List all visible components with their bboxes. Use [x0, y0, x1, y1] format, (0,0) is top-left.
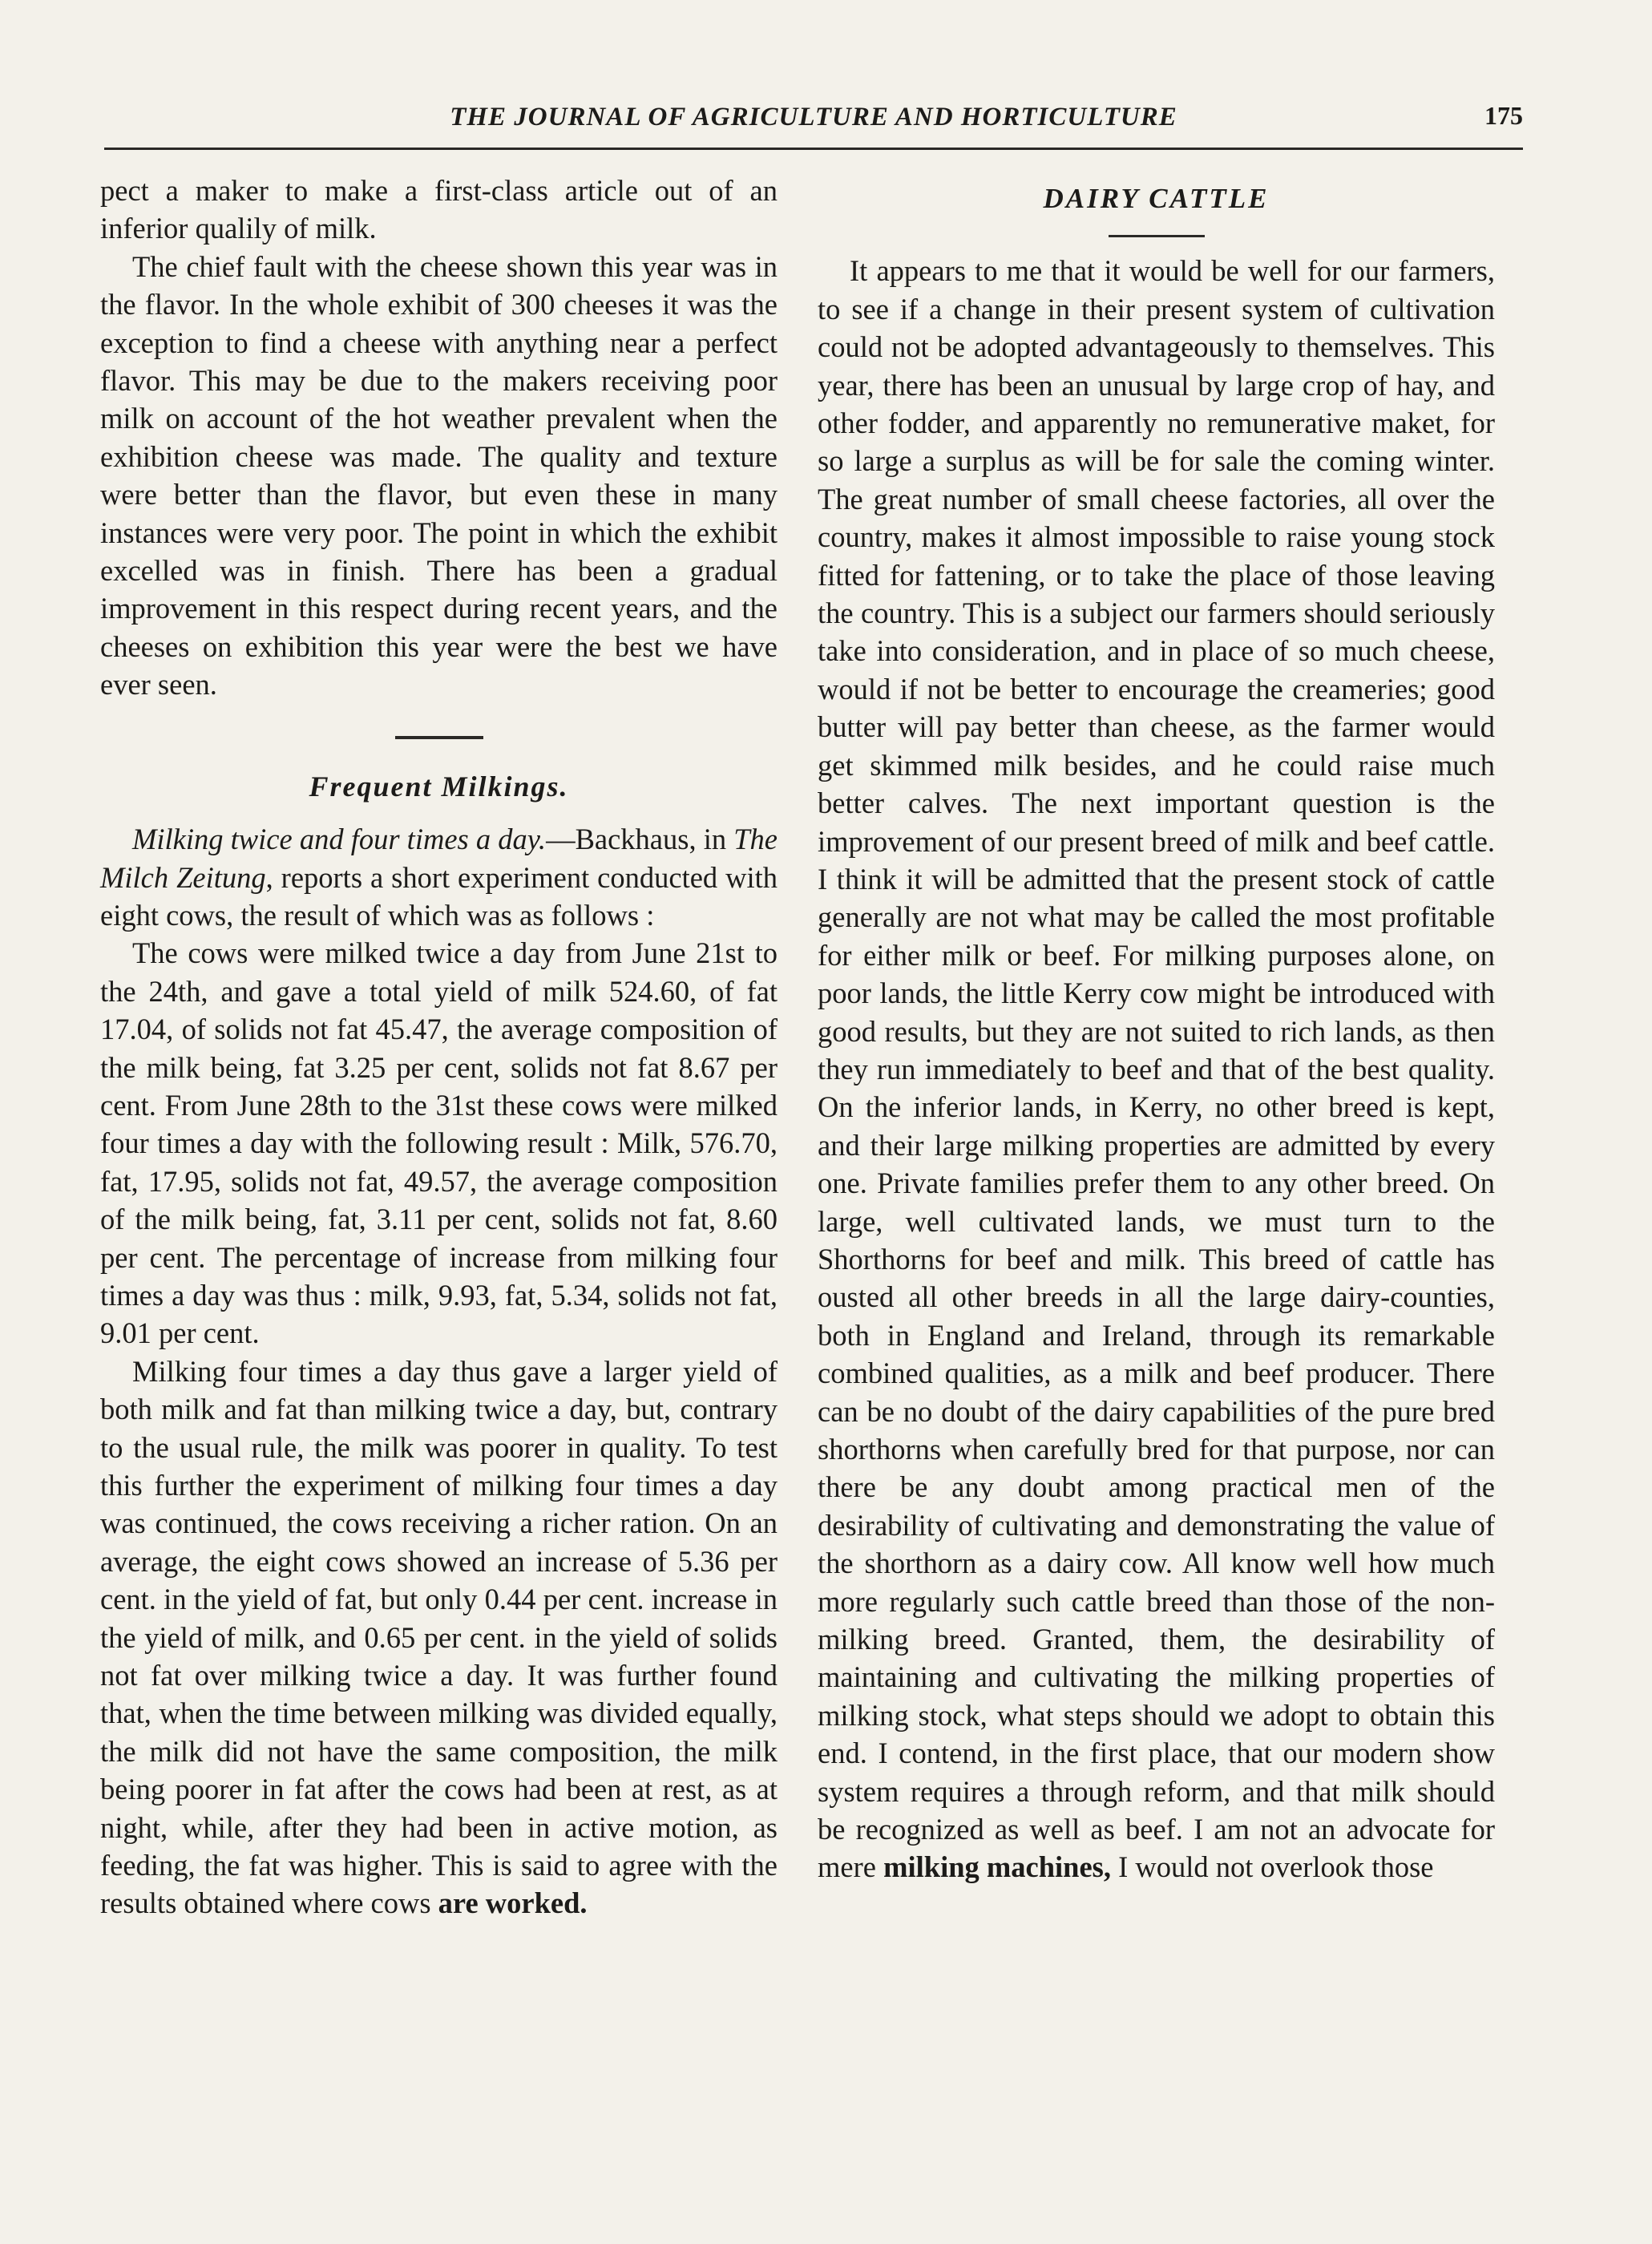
- dairy-cattle-tail: I would not overlook those: [1111, 1850, 1434, 1884]
- milking-conclusion-paragraph: [100, 1352, 778, 1923]
- journal-title: THE JOURNAL OF AGRICULTURE AND HORTICULTURE: [450, 102, 1177, 131]
- section-heading-frequent-milkings: Frequent Milkings.: [309, 770, 569, 803]
- backhaus-paragraph: [100, 820, 778, 934]
- header-rule: [104, 148, 1523, 150]
- page-number: 175: [1484, 101, 1523, 130]
- left-column: [100, 172, 778, 2200]
- milking-conclusion-text: Milking four times a day thus gave a larger yield of both milk and fat than milking twice a day, but, contrary to the usual rule, the milk was poorer in quality. To test this further the experiment of milking four times a day was continued, the cows receiving a richer ration. On an average, the eight cows showed an increase of 5.36 per cent. in the yield of fat, but only 0.44 per cent. increase in the yield of milk, and 0.65 per cent. in the yield of solids not fat over milking twice a day. It was further found that, when the time between milking was divided equally, the milk did not have the same composition, the milk being poorer in fat after the cows had been at rest, as at night, while, after they had been in active motion, as feeding, the fat was higher. This is said to agree with the results obtained where cows: [100, 1354, 778, 1920]
- section-heading-dairy-cattle: DAIRY CATTLE: [1043, 183, 1270, 214]
- dairy-cattle-paragraph: [818, 252, 1495, 1886]
- continued-paragraph: pect a maker to make a first-class article out of an inferior qualily of milk.: [100, 174, 778, 245]
- cheese-flavor-paragraph: The chief fault with the cheese shown this year was in the flavor. In the whole exhibit of 300 cheeses it was the exception to find a cheese with anything near a perfect flavor. This may be due to the makers receiving poor milk on account of the hot weather prevalent when the exhibition cheese was made. The quality and texture were better than the flavor, but even these in many instances were very poor. The point in which the exhibit excelled was in finish. There has been a gradual improvement in this respect during recent years, and the cheeses on exhibition this year were the best we have ever seen.: [100, 249, 778, 702]
- run-in-heading: Milking twice and four times a day.: [132, 823, 547, 856]
- milking-machines-text: milking machines,: [883, 1850, 1112, 1884]
- run-in-dash-text: —Backhaus, in: [546, 823, 734, 856]
- milking-conclusion-end: are worked.: [438, 1886, 588, 1920]
- running-head: [104, 95, 1523, 139]
- dairy-cattle-text: It appears to me that it would be well for our farmers, to see if a change in their present system of cultivation could not be adopted advantageously to themselves. This year, there has been an unusual by large crop of hay, and other fodder, and apparently no remunerative maket, for so large a surplus as will be for sale the coming winter. The great number of small cheese factories, all over the country, makes it almost impossible to raise young stock fitted for fattening, or to take the place of those leaving the country. This is a subject our farmers should seriously take into consideration, and in place of so much cheese, would if not be better to encourage the creameries; good butter will pay better than cheese, as the farmer would get skimmed milk besides, and he could raise much better calves. The next important question is the improvement of our present breed of milk and beef cattle. I think it will be admitted that the present stock of cattle generally are not what may be called the most profitable for either milk or beef. For milking purposes alone, on poor lands, the little Kerry cow might be introduced with good results, but they are not suited to rich lands, as then they run immediately to beef and that of the best quality. On the inferior lands, in Kerry, no other breed is kept, and their large milking properties are admitted by every one. Private families prefer them to any other breed. On large, well cultivated lands, we must turn to the Shorthorns for beef and milk. This breed of cattle has ousted all other breeds in all the large dairy-counties, both in England and Ireland, through its remarkable combined qualities, as a milk and beef producer. There can be no doubt of the dairy capabilities of the pure bred shorthorns when carefully bred for that purpose, nor can there be any doubt among practical men of the desirability of cultivating and demonstrating the value of the shorthorn as a dairy cow. All know well how much more regularly such cattle breed than those of the non-milking breed. Granted, them, the desirability of maintaining and cultivating the milking properties of milking stock, what steps should we adopt to obtain this end. I contend, in the first place, that our modern show system requires a through reform, and that milk should be recognized as well as beef. I am not an advocate for mere: [818, 254, 1495, 1884]
- milking-results-paragraph: The cows were milked twice a day from June 21st to the 24th, and gave a total yield of milk 524.60, of fat 17.04, of solids not fat 45.47, the average composition of the milk being, fat 3.25 per cent, solids not fat 8.67 per cent. From June 28th to the 31st these cows were milked four times a day with the following result : Milk, 576.70, fat, 17.95, solids not fat, 49.57, the average composition of the milk being, fat, 3.11 per cent, solids not fat, 8.60 per cent. The percentage of increase from milking four times a day was thus : milk, 9.93, fat, 5.34, solids not fat, 9.01 per cent.: [100, 936, 778, 1350]
- section-divider: [395, 736, 483, 739]
- backhaus-paragraph-text: , reports a short experiment conducted with eight cows, the result of which was as follows :: [100, 860, 778, 932]
- right-column: [818, 172, 1495, 2200]
- section-divider: [1109, 235, 1205, 237]
- source-title: The Milch Zeitung: [100, 823, 778, 894]
